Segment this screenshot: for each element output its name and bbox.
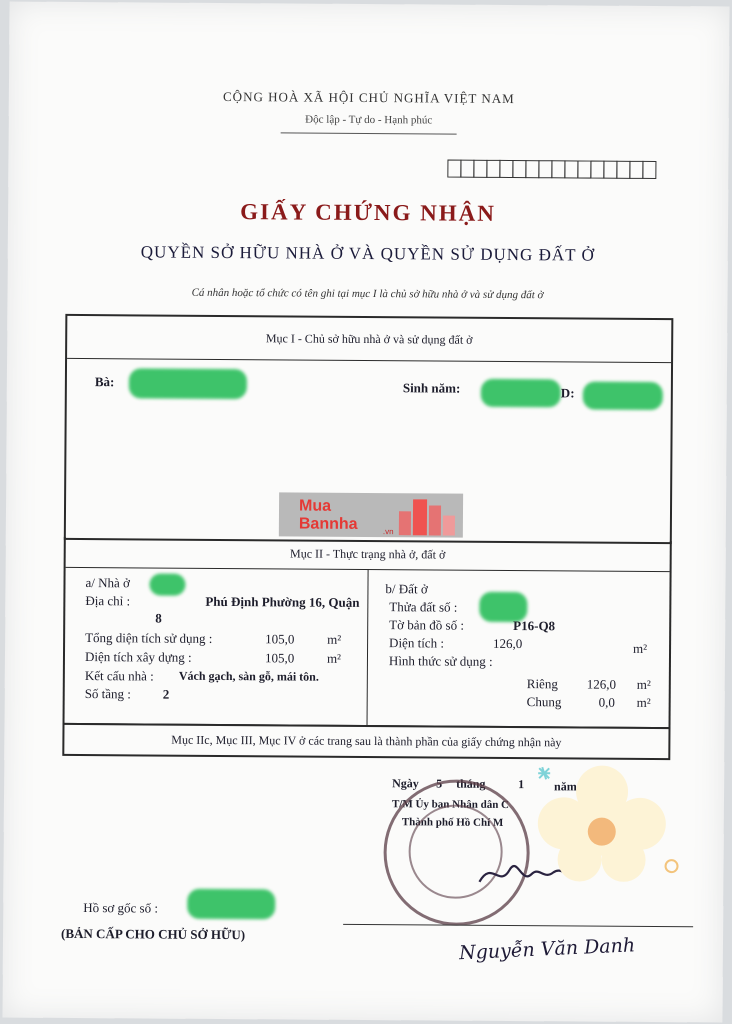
certificate-subtitle: QUYỀN SỞ HỮU NHÀ Ở VÀ QUYỀN SỬ DỤNG ĐẤT Ở <box>140 242 595 265</box>
id-number-redaction <box>583 382 663 411</box>
usage-form-label: Hình thức sử dụng : <box>388 653 493 669</box>
signer-name-handwritten <box>457 929 637 966</box>
birth-year-redaction <box>481 379 561 408</box>
id-label: D: <box>560 385 575 401</box>
map-sheet-value: P16-Q8 <box>513 618 556 634</box>
shared-unit: m² <box>636 694 651 710</box>
land-area-value: 126,0 <box>493 635 523 652</box>
file-number-label: Hồ sơ gốc số : <box>83 900 159 916</box>
built-area-label: Diện tích xây dựng : <box>84 649 192 665</box>
muabannha-watermark <box>279 492 463 537</box>
house-number-redaction <box>149 573 185 595</box>
national-name: CỘNG HOÀ XÃ HỘI CHỦ NGHĨA VIỆT NAM <box>222 88 515 107</box>
land-area-label: Diện tích : <box>389 635 445 651</box>
structure-value: Vách gạch, sàn gỗ, mái tôn. <box>178 668 319 684</box>
total-area-value: 105,0 <box>265 631 295 647</box>
serial-number-boxes <box>448 160 656 179</box>
house-heading: a/ Nhà ở <box>85 575 130 591</box>
parcel-label: Thửa đất số : <box>389 599 458 615</box>
shared-value: 0,0 <box>598 694 615 710</box>
structure-label: Kết cấu nhà : <box>84 668 154 684</box>
certificate-title: GIẤY CHỨNG NHẬN <box>240 199 497 226</box>
svg-text:Nguyễn Văn Danh: Nguyễn Văn Danh <box>458 934 636 965</box>
authority-line2: Thành phố Hồ Chí M <box>401 816 504 829</box>
section-owner-heading: Mục I - Chủ sở hữu nhà ở và sử dụng đất ở <box>67 316 671 363</box>
watermark-line1: Mua <box>298 497 332 515</box>
address-continued: 8 <box>155 610 162 626</box>
owner-label: Bà: <box>94 374 115 390</box>
section-note: Mục IIc, Mục III, Mục IV ở các trang sau là thành phần của giấy chứng nhận này <box>62 723 670 760</box>
national-motto: Độc lập - Tự do - Hạnh phúc <box>305 113 433 127</box>
authority-line1: T/M Ủy ban Nhân dân C <box>391 798 510 812</box>
private-label: Riêng <box>526 676 558 692</box>
map-sheet-label: Tờ bản đồ số : <box>389 617 465 633</box>
total-area-label: Tổng diện tích sử dụng : <box>85 630 213 646</box>
watermark-suffix: .vn <box>382 527 394 537</box>
address-value: Phú Định Phường 16, Quận <box>205 593 360 610</box>
date-day: 5 <box>436 776 443 791</box>
total-area-unit: m² <box>327 631 342 647</box>
file-number-redaction <box>187 889 275 920</box>
signature-line <box>343 924 693 927</box>
section-divider <box>367 569 369 725</box>
built-area-value: 105,0 <box>264 650 295 666</box>
land-area-unit: m² <box>633 640 648 656</box>
copy-note: (BẢN CẤP CHO CHỦ SỞ HỮU) <box>60 925 246 943</box>
birth-year-label: Sinh năm: <box>402 380 461 396</box>
intro-text: Cá nhân hoặc tổ chức có tên ghi tại mục I là chủ sở hữu nhà ở và sử dụng đất ở <box>191 286 544 302</box>
private-value: 126,0 <box>586 676 617 692</box>
floors-label: Số tầng : <box>84 686 132 702</box>
certificate-page <box>2 1 729 1022</box>
watermark-line2: Bannha <box>298 515 358 533</box>
floors-value: 2 <box>162 686 170 702</box>
private-unit: m² <box>636 676 651 692</box>
built-area-unit: m² <box>326 650 342 666</box>
address-label: Địa chỉ : <box>85 593 131 609</box>
buildings-icon <box>395 495 459 535</box>
date-month-label: tháng <box>456 776 486 791</box>
land-heading: b/ Đất ở <box>385 581 428 597</box>
section-property-heading: Mục II - Thực trạng nhà ở, đất ở <box>66 537 670 572</box>
shared-label: Chung <box>526 694 562 710</box>
date-prefix: Ngày <box>392 776 419 791</box>
date-year-label: năm <box>554 779 577 794</box>
flower-sticker-icon <box>523 753 684 884</box>
owner-name-redaction <box>129 368 247 399</box>
section-property <box>63 537 672 729</box>
motto-underline <box>281 132 457 134</box>
date-month: 1 <box>518 777 525 792</box>
